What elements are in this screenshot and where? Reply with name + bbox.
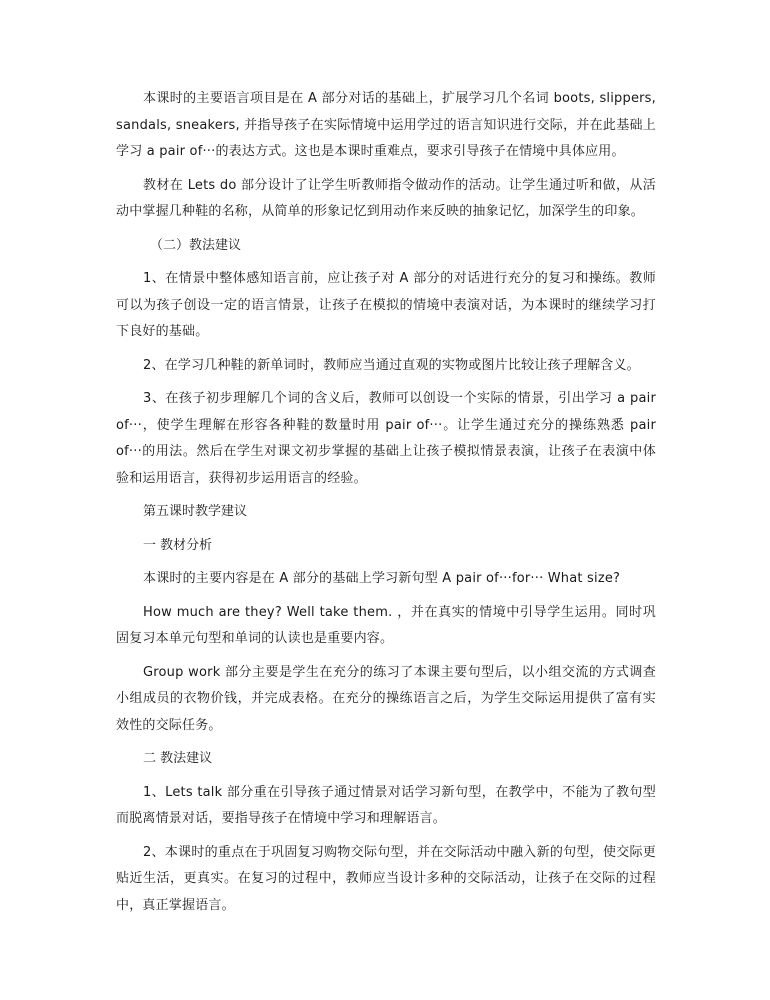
paragraph-suggestion-2: 2、在学习几种鞋的新单词时，教师应当通过直观的实物或图片比较让孩子理解含义。 <box>143 357 640 373</box>
paragraph-main-content: 本课时的主要内容是在 A 部分的基础上学习新句型 A pair of···for··· What size? <box>143 571 621 586</box>
section-heading-lesson-five: 第五课时教学建议 <box>143 504 248 519</box>
paragraph-suggestion-3: 3、在孩子初步理解几个词的含义后，教师可以创设一个实际的情景，引出学习 a pair of···，使学生理解在形容各种鞋的数量时用 pair of···。让学生通过充分的操练熟悉 pair of···的用法。然后在学生对课文初步掌握的基础上让孩子模拟情景表演，让孩子在表演中体验和运用语言，获得初步运用语言的经验。 <box>116 391 656 486</box>
paragraph-how-much: How much are they? Well take them. ，并在真实的情境中引导学生运用。同时巩固复习本单元句型和单词的认读也是重要内容。 <box>116 604 656 646</box>
document-page <box>116 86 656 926</box>
section-heading-material-analysis: 一 教材分析 <box>143 537 213 553</box>
paragraph-suggestion-1: 1、在情景中整体感知语言前，应让孩子对 A 部分的对话进行充分的复习和操练。教师可以为孩子创设一定的语言情景，让孩子在模拟的情境中表演对话，为本课时的继续学习打下良好的基础。 <box>116 271 656 339</box>
section-heading-teaching-suggestions: （二）教法建议 <box>150 237 242 253</box>
paragraph-lesson-overview: 本课时的主要语言项目是在 A 部分对话的基础上，扩展学习几个名词 boots, slippers, sandals, sneakers, 并指导孩子在实际情境中运用学过的语言知识进行交际，并在此基础上学习 a pair of···的表达方式。这也是本课时重难点，要求引导孩子在情境中具体应用。 <box>116 91 656 159</box>
paragraph-group-work: Group work 部分主要是学生在充分的练习了本课主要句型后，以小组交流的方式调查小组成员的衣物价钱，并完成表格。在充分的操练语言之后，为学生交际运用提供了富有实效性的交际任务。 <box>116 664 656 733</box>
paragraph-lets-talk: 1、Lets talk 部分重在引导孩子通过情景对话学习新句型，在教学中，不能为了教句型而脱离情景对话，要指导孩子在情境中学习和理解语言。 <box>116 784 656 826</box>
paragraph-lets-do: 教材在 Lets do 部分设计了让学生听教师指令做动作的活动。让学生通过听和做，从活动中掌握几种鞋的名称，从简单的形象记忆到用动作来反映的抽象记忆，加深学生的印象。 <box>116 177 656 219</box>
section-heading-method-suggestions: 二 教法建议 <box>143 751 213 766</box>
paragraph-focus: 2、本课时的重点在于巩固复习购物交际句型，并在交际活动中融入新的句型，使交际更贴近生活，更真实。在复习的过程中，教师应当设计多种的交际活动，让孩子在交际的过程中，真正掌握语言。 <box>116 844 656 913</box>
